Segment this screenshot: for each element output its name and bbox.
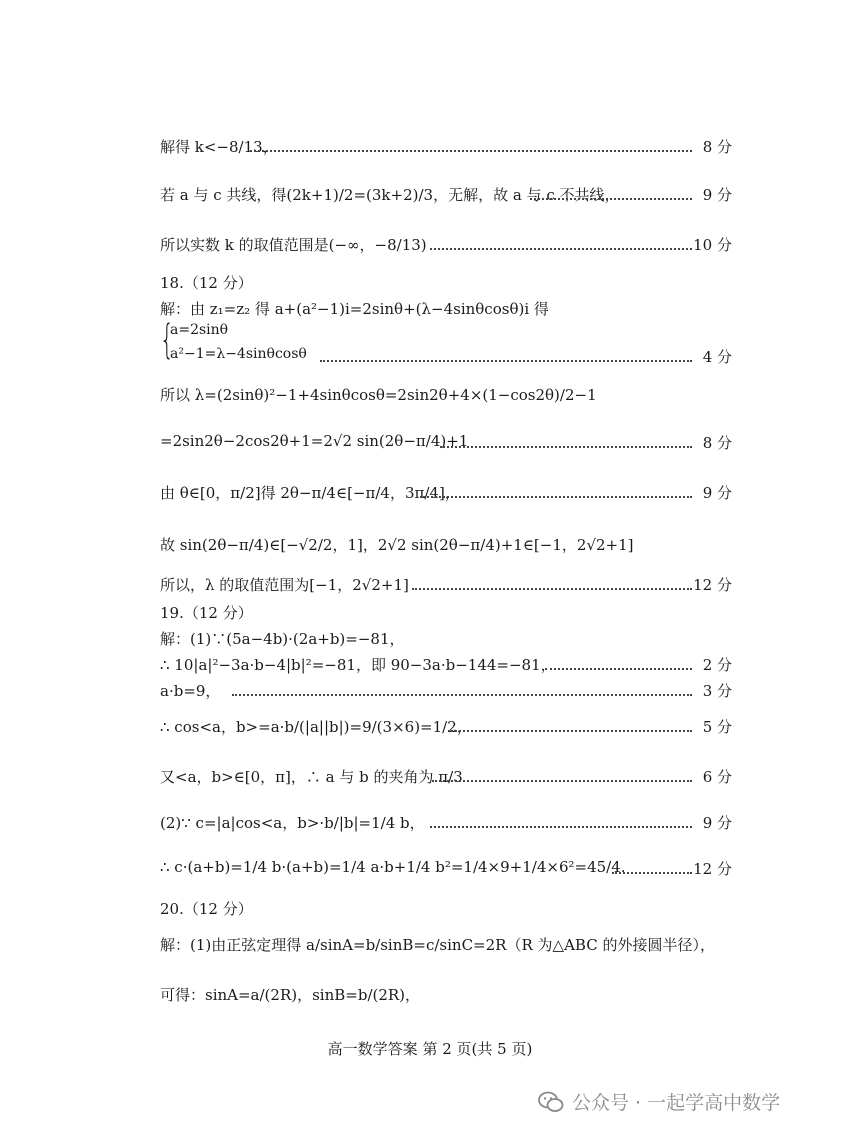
score-label: 6 分 bbox=[702, 768, 732, 786]
page-footer: 高一数学答案 第 2 页(共 5 页) bbox=[327, 1040, 533, 1058]
score-label: 4 分 bbox=[702, 348, 732, 366]
solution-text: 故 sin(2θ−π/4)∈[−√2/2，1]，2√2 sin(2θ−π/4)+1∈[−1，2√2+1] bbox=[160, 536, 634, 554]
score-label: 5 分 bbox=[702, 718, 732, 736]
dot-leader bbox=[448, 730, 692, 732]
line-text: =2sin2θ−2cos2θ+1=2√2 sin(2θ−π/4)+1 bbox=[160, 432, 469, 450]
line-text: a²−1=λ−4sinθcosθ bbox=[170, 346, 307, 362]
line-text: 所以实数 k 的取值范围是(−∞，−8/13) bbox=[160, 236, 427, 254]
line-text: 又<a，b>∈[0，π]，∴ a 与 b 的夹角为 π/3 bbox=[160, 768, 463, 786]
dot-leader bbox=[250, 150, 692, 152]
line-text: 若 a 与 c 共线，得(2k+1)/2=(3k+2)/3，无解，故 a 与 c 不共线， bbox=[160, 186, 620, 204]
wechat-icon bbox=[538, 1091, 564, 1113]
solution-text: 解：(1)∵(5a−4b)·(2a+b)=−81， bbox=[160, 630, 405, 648]
score-label: 2 分 bbox=[702, 656, 732, 674]
solution-text: 所以 λ=(2sinθ)²−1+4sinθcosθ=2sin2θ+4×(1−cos2θ)/2−1 bbox=[160, 386, 597, 404]
line-text: (2)∵ c=|a|cos<a，b>·b/|b|=1/4 b， bbox=[160, 814, 425, 832]
score-label: 9 分 bbox=[702, 484, 732, 502]
dot-leader bbox=[430, 248, 692, 250]
solution-text: 解：(1)由正弦定理得 a/sinA=b/sinB=c/sinC=2R（R 为△ABC 的外接圆半径）， bbox=[160, 936, 715, 954]
line-text: a·b=9， bbox=[160, 682, 221, 700]
line-text: 由 θ∈[0，π/2]得 2θ−π/4∈[−π/4，3π/4]， bbox=[160, 484, 460, 502]
question-header: 19.（12 分） bbox=[160, 604, 253, 622]
dot-leader bbox=[530, 198, 692, 200]
question-header: 20.（12 分） bbox=[160, 900, 253, 918]
score-label: 8 分 bbox=[702, 434, 732, 452]
question-header: 18.（12 分） bbox=[160, 274, 253, 292]
score-label: 9 分 bbox=[702, 186, 732, 204]
score-label: 9 分 bbox=[702, 814, 732, 832]
system-eq-1: a=2sinθ bbox=[170, 322, 229, 338]
dot-leader bbox=[545, 668, 692, 670]
line-text: 解得 k<−8/13， bbox=[160, 138, 278, 156]
dot-leader bbox=[432, 780, 692, 782]
score-label: 8 分 bbox=[702, 138, 732, 156]
watermark bbox=[538, 1088, 780, 1115]
dot-leader bbox=[232, 694, 692, 696]
dot-leader bbox=[420, 496, 692, 498]
line-text: ∴ cos<a，b>=a·b/(|a||b|)=9/(3×6)=1/2， bbox=[160, 718, 472, 736]
dot-leader bbox=[412, 588, 692, 590]
score-label: 3 分 bbox=[702, 682, 732, 700]
watermark-text: 公众号 · 一起学高中数学 bbox=[572, 1092, 781, 1114]
line-text: ∴ 10|a|²−3a·b−4|b|²=−81，即 90−3a·b−144=−81， bbox=[160, 656, 556, 674]
brace-symbol: { bbox=[160, 317, 174, 363]
dot-leader bbox=[320, 360, 692, 362]
solution-text: 可得：sinA=a/(2R)，sinB=b/(2R)， bbox=[160, 986, 421, 1004]
line-text: ∴ c·(a+b)=1/4 b·(a+b)=1/4 a·b+1/4 b²=1/4×9+1/4×6²=45/4. bbox=[160, 858, 626, 876]
score-label: 12 分 bbox=[693, 576, 732, 594]
dot-leader bbox=[440, 446, 692, 448]
score-label: 10 分 bbox=[693, 236, 732, 254]
dot-leader bbox=[612, 872, 692, 874]
dot-leader bbox=[430, 826, 692, 828]
score-label: 12 分 bbox=[693, 860, 732, 878]
line-text: 所以，λ 的取值范围为[−1，2√2+1] bbox=[160, 576, 409, 594]
solution-text: 解：由 z₁=z₂ 得 a+(a²−1)i=2sinθ+(λ−4sinθcosθ)i 得 bbox=[160, 300, 549, 318]
